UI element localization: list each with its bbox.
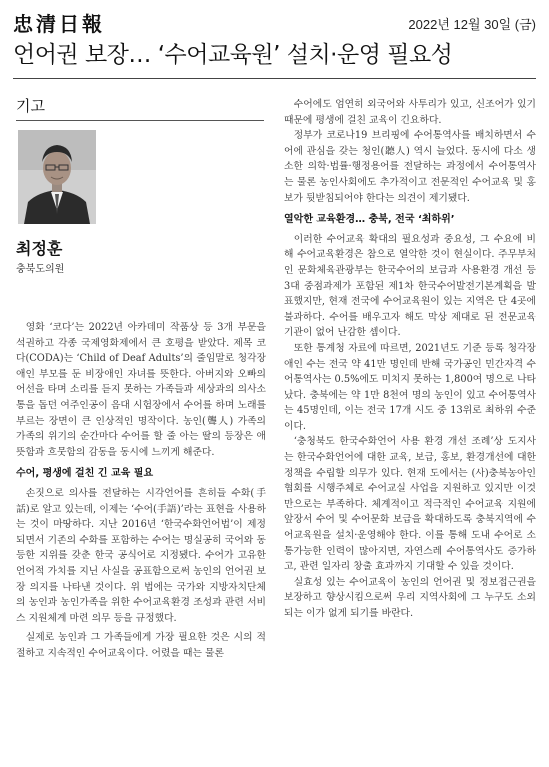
masthead: [13, 6, 536, 34]
article-paragraph: 또한 통계청 자료에 따르면, 2021년도 기준 등록 청각장애인 수는 전국 약 41만 명인데 반해 국가공인 민간자격 수어통역사는 0.5%에도 미치지 못하는 1,800여 명으로 나타났다. 충북에는 약 1만 8천여 명의 농인이 있고 수어통역사는 45명인데, 이는 전국 17개 시도 중 13위로 최하위 수준이다.: [284, 342, 536, 432]
author-title: 충북도의원: [16, 264, 65, 275]
article-paragraph: 수어에도 엄연히 외국어와 사투리가 있고, 신조어가 있기 때문에 평생에 걸친 교육이 긴요하다.: [284, 99, 536, 126]
section-label: 기고: [16, 97, 45, 115]
subheading: 열악한 교육환경… 충북, 전국 ‘최하위’: [284, 214, 455, 226]
headline-divider: [13, 78, 536, 79]
article-paragraph: 손짓으로 의사를 전달하는 시각언어를 흔히들 수화(手話)로 알고 있는데, 이제는 ‘수어(手語)’라는 표현을 사용하는 것이 마땅하다. 지난 2016년 ‘한국수화언어법’이 제정되면서 기존의 수화를 포함하는 수어는 명실공히 국어와 동등한 지위를 갖춘 한국 공식어로 지정됐다. 수어가 고유한 언어적 가치를 지닌 사실을 공표함으로써 농인의 언어권 보장 의지를 나타낸 것이다. 위 법에는 국가와 지방자치단체의 농인과 농인가족을 위한 수어교육환경 조성과 관련 서비스 지원체계 마련 의무 등을 규정했다.: [16, 487, 266, 624]
issue-date: 2022년 12월 30일 (금): [408, 17, 536, 32]
article-paragraph: 정부가 코로나19 브리핑에 수어통역사를 배치하면서 수어에 관심을 갖는 청인(聽人) 역시 늘었다. 동시에 다소 생소한 의학·법률·행정용어를 전달하는 과정에서 수어통역사는 물론 농인사회에도 추가적이고 전문적인 수어교육 및 홍보가 뒷받침되어야 한다는 의견이 제기됐다.: [284, 130, 536, 204]
section-divider: [16, 120, 264, 121]
article-paragraph: 이러한 수어교육 확대의 필요성과 중요성, 그 수요에 비해 수어교육환경은 참으로 열악한 것이 현실이다. 주무부처인 문화체육관광부는 한국수어의 보급과 사용환경 개선 등 3대 중점과제가 포함된 제1차 한국수어발전기본계획을 발표했지만, 현재 전국에 수어교육원이 있는 지역은 단 4곳에 불과하다. 수어를 배우고자 해도 막상 제대로 된 전문교육기관이 없어 난감한 셈이다.: [284, 233, 536, 339]
author-portrait-image: [18, 130, 96, 224]
article-paragraph: 영화 ‘코다’는 2022년 아카데미 작품상 등 3개 부문을 석권하고 각종 국제영화제에서 큰 호평을 받았다. 제목 코다(CODA)는 ‘Child of Deaf Adults’의 줄임말로 청각장애인 부모를 둔 비장애인 자녀를 뜻한다. 아버지와 오빠의 어선을 타며 소리를 듣지 못하는 가족들과 세상과의 의사소통을 돕던 여주인공이 음대 시험장에서 수어를 하며 노래를 부르는 장면이 큰 인상적인 명작이다. 농인(聾人) 가족의 가족의 위기의 순간마다 수어를 할 줄 아는 딸의 등장은 애뜻함과 흐뭇함의 감동을 동시에 느끼게 해준다.: [16, 322, 266, 458]
newspaper-logo: 忠清日報: [13, 12, 105, 36]
article-column-right: [284, 97, 536, 622]
article-paragraph: 실효성 있는 수어교육이 농인의 언어권 및 정보접근권을 보장하고 향상시킴으로써 우리 지역사회에 그 누구도 소외되는 이가 없게 되기를 바란다.: [284, 576, 536, 619]
author-photo: [18, 130, 96, 224]
article-paragraph: 실제로 농인과 그 가족들에게 가장 필요한 것은 시의 적절하고 지속적인 수어교육이다. 어렸을 때는 물론: [16, 632, 266, 659]
article-headline: 언어권 보장… ‘수어교육원’ 설치·운영 필요성: [13, 42, 453, 68]
author-name: 최정훈: [16, 239, 63, 258]
subheading: 수어, 평생에 걸친 긴 교육 필요: [16, 468, 154, 480]
article-column-left: [16, 320, 266, 661]
article-paragraph: ‘충청북도 한국수화언어 사용 환경 개선 조례’상 도지사는 한국수화언어에 대한 교육, 보급, 홍보, 환경개선에 대한 정책을 수립할 의무가 있다. 현재 도에서는 (사)충북농아인협회를 시행주체로 수어교실 사업을 지원하고 있지만 이것만으로는 부족하다. 체계적이고 적극적인 수어교육 지원에 앞장서 수어 및 수어문화 보급을 확대하도록 충북지역에 수어교육원을 설치·운영해야 한다. 이를 통해 도내 수어로 소통가능한 인력이 많아지면, 자연스레 수어통역사도 증가하고, 관련 일자리 창출 효과까지 기대할 수 있을 것이다.: [284, 436, 536, 573]
